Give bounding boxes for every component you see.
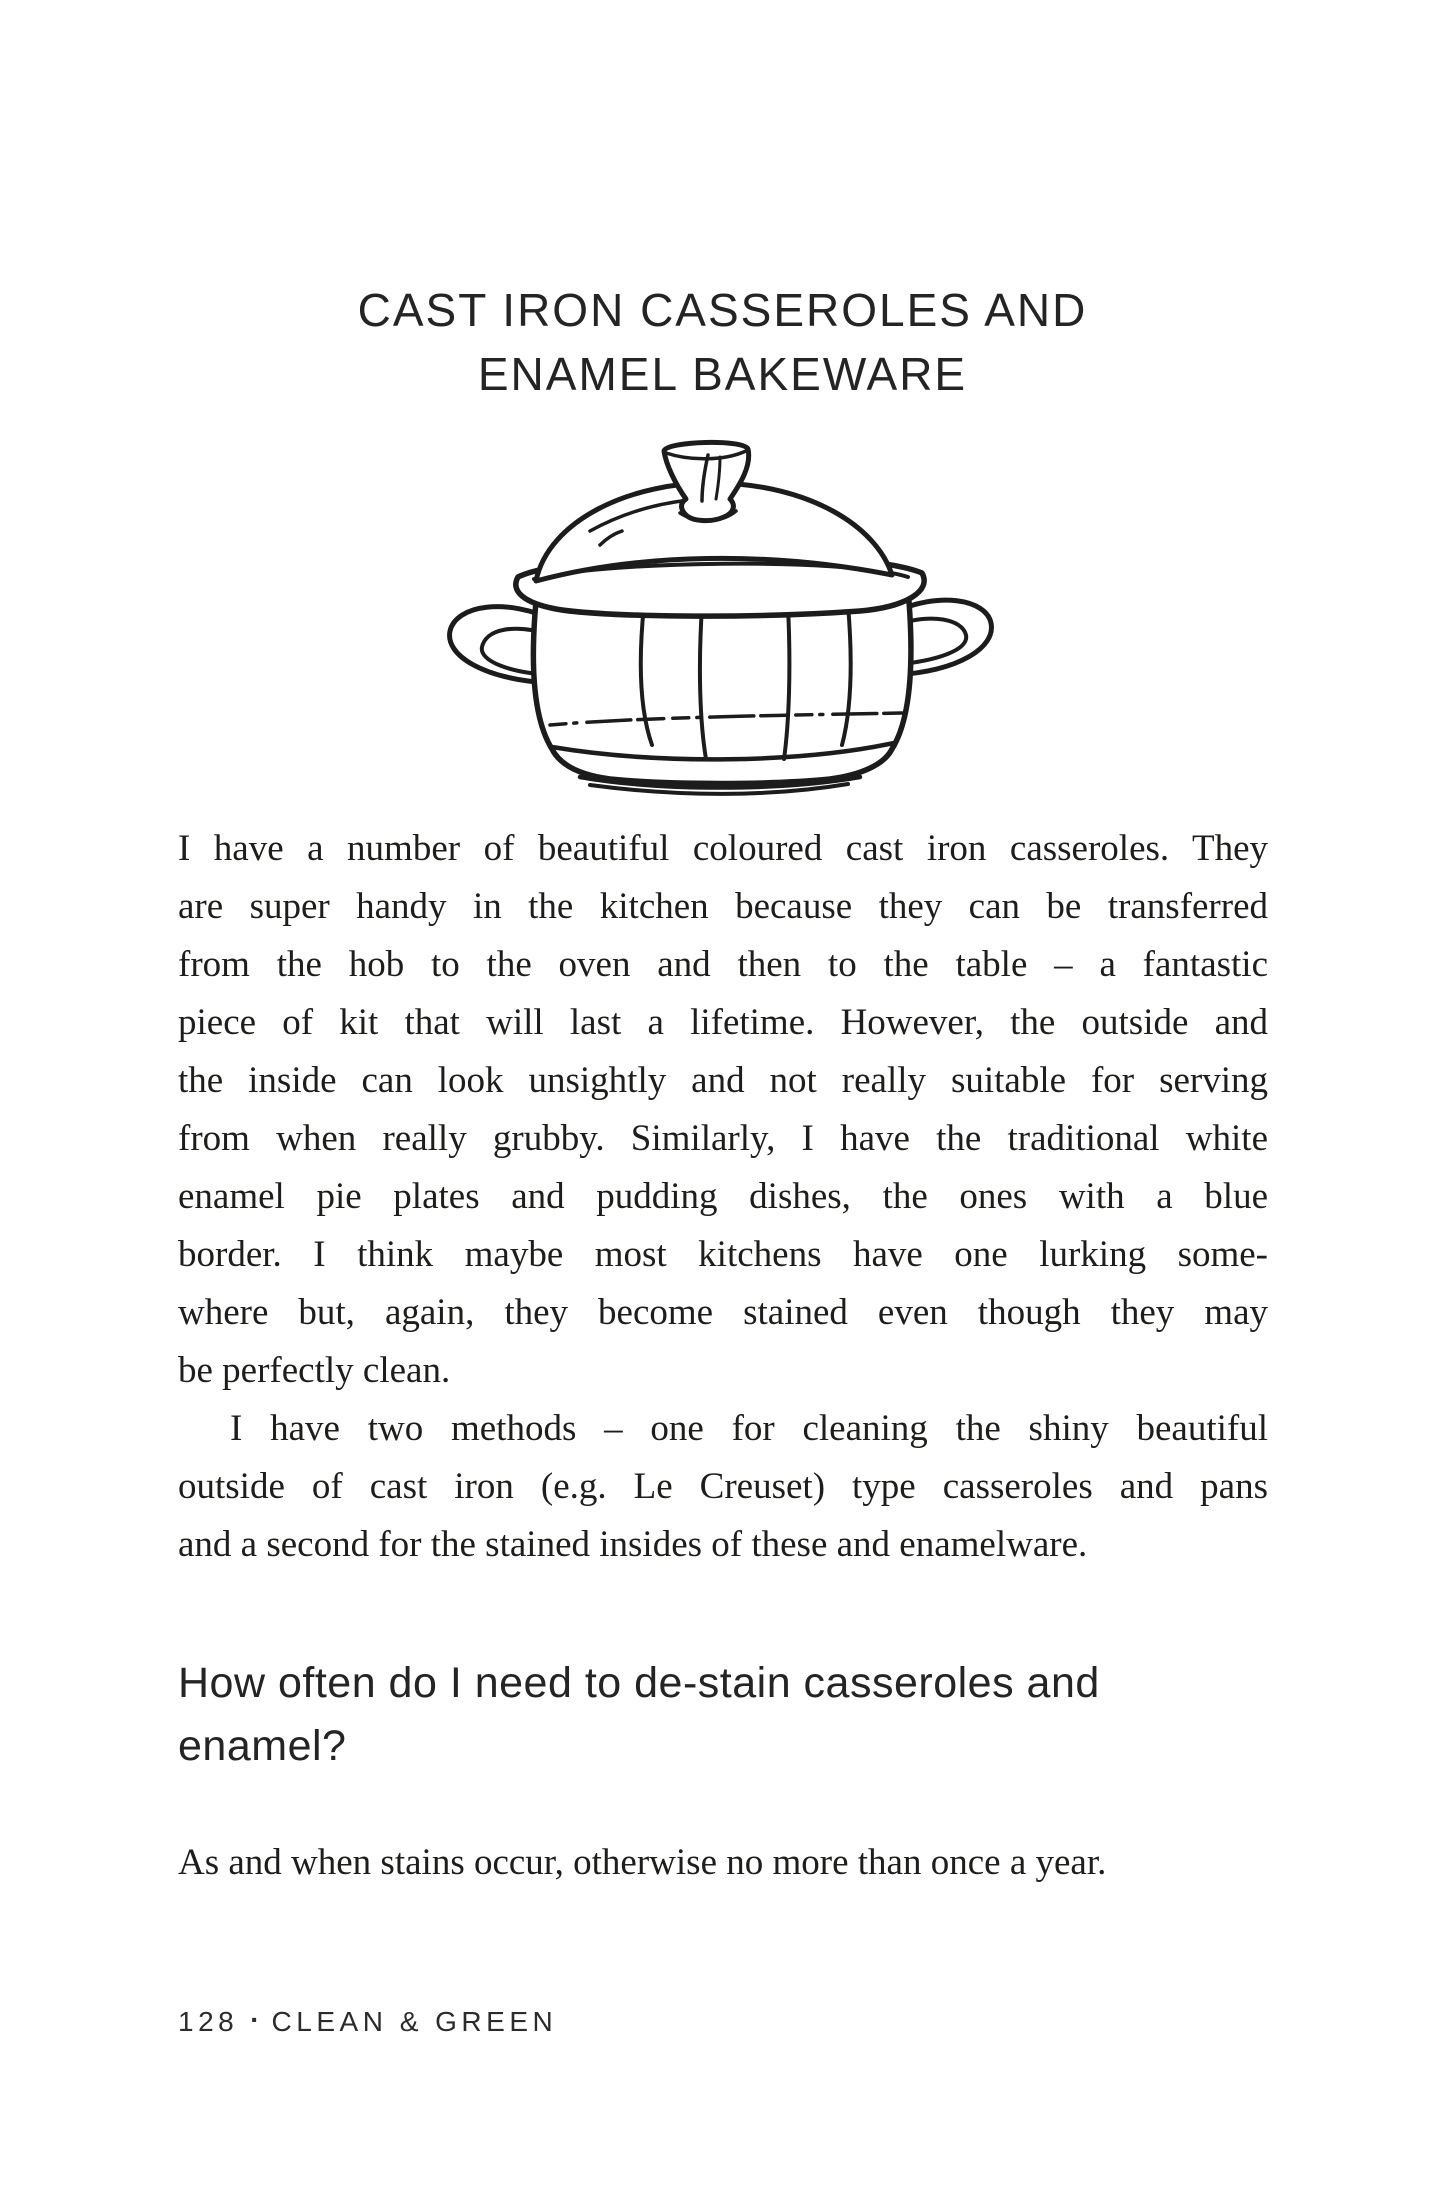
text-line: from the hob to the oven and then to the table – a fantastic [178,944,1268,985]
text-line: and a second for the stained insides of these and enamelware. [178,1524,1088,1565]
text-line: ENAMEL BAKEWARE [477,348,968,400]
text-line: from when really grubby. Similarly, I have the traditional white [178,1118,1268,1159]
text-line: CAST IRON CASSEROLES AND [357,284,1088,336]
text-line: I have a number of beautiful coloured cast iron casseroles. They [178,828,1268,869]
paragraph-1 [178,820,1268,1400]
footer-separator-dot: · [250,2004,260,2035]
text-line: outside of cast iron (e.g. Le Creuset) type casseroles and pans [178,1466,1268,1507]
chapter-title [0,278,1445,406]
section-question-heading [178,1652,1308,1778]
text-line: enamel? [178,1722,347,1770]
text-line: are super handy in the kitchen because they can be transferred [178,886,1268,927]
text-line: where but, again, they become stained even though they may [178,1292,1268,1333]
text-line: I have two methods – one for cleaning the shiny beautiful [230,1408,1268,1449]
casserole-sketch-svg [440,428,1000,800]
text-line: border. I think maybe most kitchens have one lurking some- [178,1234,1268,1275]
page-footer [178,2006,557,2038]
text-line: How often do I need to de-stain casseroles and [178,1659,1100,1707]
body-text [178,820,1268,1574]
paragraph-2 [178,1400,1268,1574]
text-line: enamel pie plates and pudding dishes, the ones with a blue [178,1176,1268,1217]
casserole-illustration [440,428,1000,800]
answer-text: As and when stains occur, otherwise no more than once a year. [178,1842,1107,1883]
text-line: the inside can look unsightly and not really suitable for serving [178,1060,1268,1101]
book-title: CLEAN & GREEN [271,2006,558,2037]
text-line: be perfectly clean. [178,1350,451,1391]
page-number: 128 [178,2006,239,2037]
text-line: piece of kit that will last a lifetime. However, the outside and [178,1002,1268,1043]
